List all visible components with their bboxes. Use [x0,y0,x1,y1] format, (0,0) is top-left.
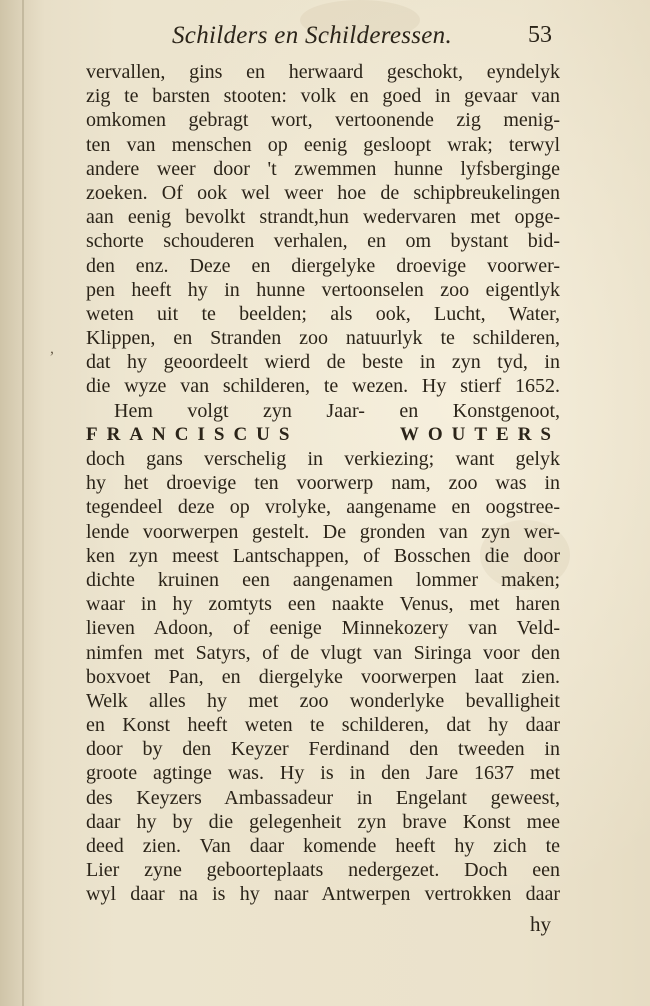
text-line: weten uit te beelden; als ook, Lucht, Water, [86,302,560,325]
text-line: Lier zyne geboorteplaats nedergezet. Doch een [86,859,560,882]
text-line: daar hy by die gelegenheit zyn brave Konst mee [86,810,560,833]
text-line: andere weer door 't zwemmen hunne lyfsberginge [86,157,560,180]
text-line: Welk alles hy met zoo wonderlyke bevalligheit [86,689,560,712]
text-line: deed zien. Van daar komende heeft hy zich te [86,835,560,857]
text-line: hy het droevige ten voorwerp nam, zoo was in [86,472,560,495]
text-line: des Keyzers Ambassadeur in Engelant geweest, [86,786,560,809]
margin-mark: , [50,340,54,357]
text-line: dichte kruinen een aangenamen lommer maken; [86,568,560,591]
text-line: zoeken. Of ook wel weer hoe de schipbreukelingen [86,181,560,204]
text-line: tegendeel deze op vrolyke, aangename en oogstree- [86,496,560,519]
text-line: vervallen, gins en herwaard geschokt, eyndelyk [86,61,560,83]
running-title: Schilders en Schilderessen. [172,22,453,49]
paragraph-start-line: Hem volgt zyn Jaar- en Konstgenoot, [114,399,560,422]
page-number: 53 [528,22,552,48]
running-header [0,22,650,58]
text-line: den enz. Deze en diergelyke droevige voorwer- [86,254,560,277]
text-line: aan eenig bevolkt strandt,hun wedervaren met opge- [86,206,560,229]
painter-name-heading: FRANCISCUS WOUTERS [86,423,560,445]
text-line: wyl daar na is hy naar Antwerpen vertrokken daar [86,883,560,906]
text-line: zig te barsten stooten: volk en goed in gevaar van [86,85,560,108]
text-line: omkomen gebragt wort, vertoonende zig menig- [86,109,560,132]
text-line: doch gans verschelig in verkiezing; want gelyk [86,448,560,470]
body-text [86,60,560,907]
catchword: hy [530,912,551,936]
text-line: waar in hy zomtyts een naakte Venus, met haren [86,593,560,616]
text-line: groote agtinge was. Hy is in den Jare 1637 met [86,762,560,785]
text-line: boxvoet Pan, en diergelyke voorwerpen laat zien. [86,665,560,688]
page-binding-shadow [0,0,34,1006]
binding-edge [22,0,24,1006]
text-line: lieven Adoon, of eenige Minnekozery van Veld- [86,617,560,640]
text-line: en Konst heeft weten te schilderen, dat hy daar [86,714,560,737]
text-line: door by den Keyzer Ferdinand den tweeden in [86,738,560,761]
text-line: ten van menschen op eenig gesloopt wrak; terwyl [86,133,560,156]
text-line: dat hy geoordeelt wierd de beste in zyn tyd, in [86,351,560,374]
text-line: die wyze van schilderen, te wezen. Hy stierf 1652. [86,375,560,398]
text-line: lende voorwerpen gestelt. De gronden van zyn wer- [86,520,560,543]
text-line: pen heeft hy in hunne vertoonselen zoo eigentlyk [86,278,560,301]
text-line: schorte schouderen verhalen, en om bystant bid- [86,230,560,253]
text-line: Klippen, en Stranden zoo natuurlyk te schilderen, [86,327,560,350]
text-line: ken zyn meest Lantschappen, of Bosschen die door [86,544,560,567]
text-line: nimfen met Satyrs, of de vlugt van Siringa voor den [86,641,560,664]
